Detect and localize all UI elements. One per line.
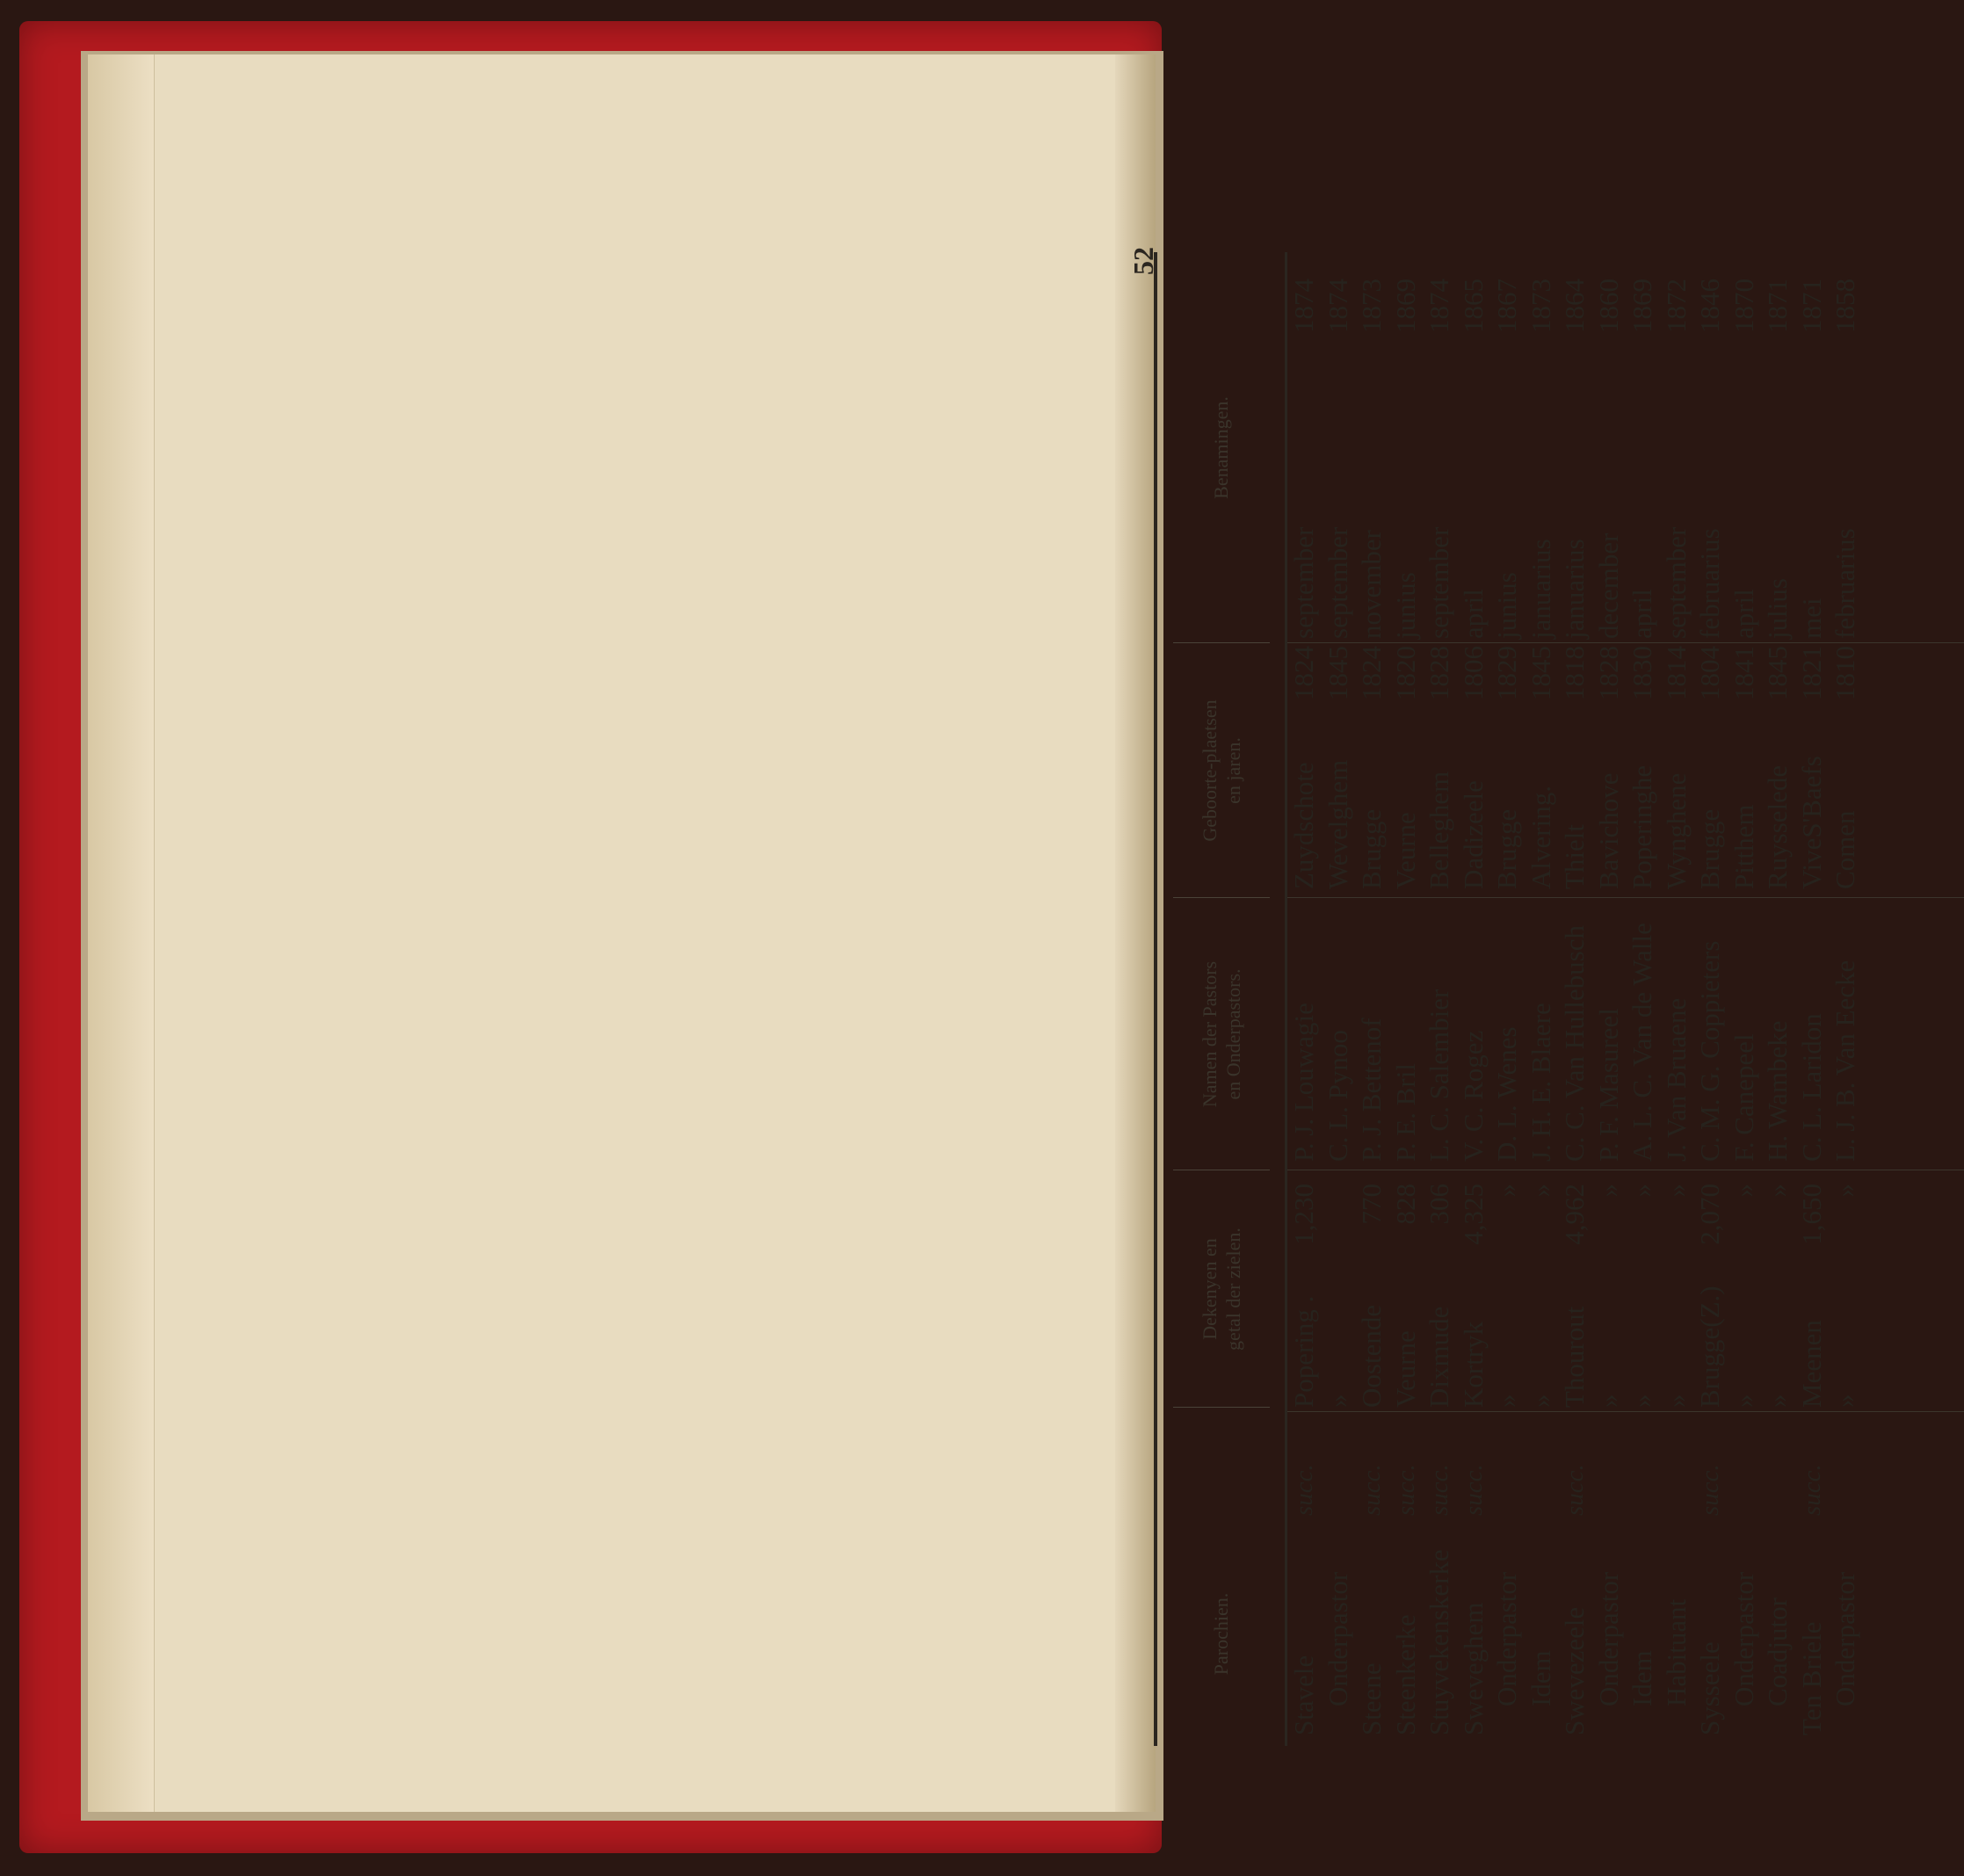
row-parochie: Sysseele bbox=[1694, 1641, 1725, 1735]
row-pastor: H. Wambeke bbox=[1762, 1020, 1793, 1162]
row-succ: succ. bbox=[1425, 1464, 1453, 1516]
table-row bbox=[1287, 252, 1322, 1746]
row-pastor: V. C. Rogez bbox=[1457, 1030, 1489, 1162]
row-benamingjaar: 1867 bbox=[1491, 279, 1522, 333]
row-plaats: Dadizeele bbox=[1457, 780, 1489, 889]
row-deken: » bbox=[1830, 1394, 1860, 1408]
row-benamingjaar: 1873 bbox=[1356, 279, 1387, 333]
row-pastor: D. L. Wenes bbox=[1491, 1026, 1522, 1162]
row-plaats: Poperinghe bbox=[1627, 764, 1657, 889]
row-benamingjaar: 1864 bbox=[1559, 279, 1590, 333]
row-maand: julius bbox=[1762, 578, 1793, 639]
row-succ: succ. bbox=[1561, 1464, 1589, 1516]
row-zielen: 2,070 bbox=[1694, 1184, 1725, 1245]
row-zielen: » bbox=[1660, 1184, 1692, 1198]
row-parochie: Onderpastor bbox=[1491, 1571, 1522, 1706]
row-pastor: P. J. Louwagie bbox=[1288, 1003, 1319, 1162]
row-maand: september bbox=[1424, 526, 1454, 639]
row-maand: september bbox=[1322, 526, 1353, 639]
row-benamingjaar: 1874 bbox=[1322, 279, 1353, 333]
table-row bbox=[1322, 252, 1356, 1746]
row-geboortejaar: 1806 bbox=[1457, 646, 1489, 700]
row-parochie: Onderpastor bbox=[1592, 1571, 1624, 1706]
table-row bbox=[1728, 252, 1762, 1746]
row-parochie: Onderpastor bbox=[1830, 1571, 1860, 1706]
row-maand: november bbox=[1356, 530, 1387, 639]
row-succ: succ. bbox=[1290, 1464, 1318, 1516]
row-succ: succ. bbox=[1696, 1464, 1724, 1516]
row-geboortejaar: 1804 bbox=[1694, 646, 1725, 700]
row-parochie: Coadjutor bbox=[1762, 1597, 1793, 1706]
row-benamingjaar: 1874 bbox=[1424, 279, 1454, 333]
row-benamingjaar: 1874 bbox=[1288, 279, 1319, 333]
row-deken: » bbox=[1728, 1394, 1759, 1408]
row-zielen: » bbox=[1728, 1184, 1759, 1198]
row-benamingjaar: 1873 bbox=[1525, 279, 1556, 333]
header-geboorte: Geboorte-plaetsen en jaren. bbox=[1198, 699, 1244, 842]
row-succ: succ. bbox=[1797, 1464, 1826, 1516]
row-zielen: » bbox=[1762, 1184, 1793, 1198]
row-plaats: Belleghem bbox=[1424, 771, 1454, 889]
row-plaats: ViveS'Baefs bbox=[1795, 756, 1827, 889]
row-deken: » bbox=[1762, 1394, 1793, 1408]
row-deken: » bbox=[1491, 1394, 1522, 1408]
row-zielen: » bbox=[1592, 1184, 1624, 1198]
row-zielen bbox=[1322, 1184, 1356, 1289]
table-row bbox=[1558, 252, 1592, 1746]
row-succ: succ. bbox=[1358, 1464, 1386, 1516]
row-maand: april bbox=[1728, 589, 1759, 639]
table-row bbox=[1829, 252, 1863, 1746]
row-deken: Dixmude bbox=[1424, 1306, 1454, 1408]
row-deken: Popering . bbox=[1288, 1295, 1319, 1408]
header-namen: Namen der Pastors en Onderpastors. bbox=[1198, 960, 1244, 1108]
row-benamingjaar: 1869 bbox=[1627, 279, 1657, 333]
row-maand: junius bbox=[1491, 572, 1522, 639]
row-geboortejaar: 1841 bbox=[1728, 646, 1759, 700]
row-pastor: C. C. Van Hullebusch bbox=[1559, 925, 1590, 1162]
row-geboortejaar: 1845 bbox=[1525, 646, 1556, 700]
page-edge bbox=[88, 54, 155, 1812]
row-zielen: 4,962 bbox=[1559, 1184, 1590, 1245]
row-zielen: » bbox=[1830, 1184, 1860, 1198]
table-header bbox=[1154, 252, 1287, 1746]
row-benamingjaar: 1872 bbox=[1660, 279, 1692, 333]
table-row bbox=[1525, 252, 1559, 1746]
row-benamingjaar: 1869 bbox=[1389, 279, 1421, 333]
table-row bbox=[1457, 252, 1491, 1746]
row-deken: » bbox=[1525, 1394, 1556, 1408]
row-parochie: Sweveghem bbox=[1457, 1602, 1489, 1735]
row-benamingjaar: 1871 bbox=[1762, 279, 1793, 333]
row-geboortejaar: 1845 bbox=[1762, 646, 1793, 700]
row-geboortejaar: 1818 bbox=[1559, 646, 1590, 700]
row-deken: » bbox=[1660, 1394, 1692, 1408]
row-maand: januarius bbox=[1559, 539, 1590, 639]
row-zielen: » bbox=[1525, 1184, 1556, 1198]
row-parochie: Swevezeele bbox=[1559, 1606, 1590, 1735]
row-benamingjaar: 1860 bbox=[1592, 279, 1624, 333]
row-zielen: 4,325 bbox=[1457, 1184, 1489, 1245]
row-zielen: » bbox=[1491, 1184, 1522, 1198]
book-page bbox=[88, 54, 1860, 1812]
row-deken: Oostende bbox=[1356, 1304, 1387, 1408]
row-parochie: Steenkerke bbox=[1389, 1614, 1421, 1735]
table-row bbox=[1490, 252, 1525, 1746]
row-parochie: Habituant bbox=[1660, 1598, 1692, 1706]
row-pastor: J. Van Bruaene bbox=[1660, 997, 1692, 1162]
rotated-table-block bbox=[1127, 247, 1892, 1746]
row-deken: » bbox=[1627, 1394, 1657, 1408]
row-zielen: » bbox=[1627, 1184, 1657, 1198]
page-number: 52 bbox=[1127, 247, 1159, 275]
row-geboortejaar: 1810 bbox=[1830, 646, 1860, 700]
row-geboortejaar: 1828 bbox=[1424, 646, 1454, 700]
table-row bbox=[1761, 252, 1795, 1746]
row-deken: Thourout bbox=[1559, 1306, 1590, 1408]
row-parochie: Onderpastor bbox=[1322, 1571, 1353, 1706]
row-maand: junius bbox=[1389, 572, 1421, 639]
row-deken: Veurne bbox=[1389, 1330, 1421, 1408]
row-plaats: Wevelghem bbox=[1322, 759, 1353, 889]
row-maand: mei bbox=[1795, 598, 1827, 639]
row-geboortejaar: 1824 bbox=[1356, 646, 1387, 700]
row-plaats: Ruysselede bbox=[1762, 764, 1793, 889]
row-geboortejaar: 1830 bbox=[1627, 646, 1657, 700]
row-parochie: Idem bbox=[1525, 1650, 1556, 1706]
page-gutter bbox=[1115, 54, 1156, 1812]
table-row bbox=[1660, 252, 1694, 1746]
table-row bbox=[1795, 252, 1830, 1746]
row-benamingjaar: 1865 bbox=[1457, 279, 1489, 333]
row-plaats: Zuydschote bbox=[1288, 762, 1319, 889]
row-maand: januarius bbox=[1525, 539, 1556, 639]
row-maand: februarius bbox=[1830, 528, 1860, 639]
row-zielen: 306 bbox=[1424, 1184, 1454, 1225]
row-plaats: Brugge bbox=[1694, 808, 1725, 889]
row-plaats: Bavichove bbox=[1592, 772, 1624, 889]
row-maand: september bbox=[1660, 526, 1692, 639]
row-pastor: C. L. Laridon bbox=[1795, 1013, 1827, 1162]
row-succ: succ. bbox=[1459, 1464, 1488, 1516]
row-parochie: Stuyvekenskerke bbox=[1424, 1549, 1454, 1735]
row-pastor: J. H. E. Blaere bbox=[1525, 1003, 1556, 1162]
row-geboortejaar: 1845 bbox=[1322, 646, 1353, 700]
row-plaats: Thielt bbox=[1559, 823, 1590, 889]
row-parochie: Ten Briele bbox=[1795, 1621, 1827, 1735]
row-geboortejaar: 1820 bbox=[1389, 646, 1421, 700]
row-pastor: C. L. Pynoo bbox=[1322, 1030, 1353, 1162]
row-plaats: Alvering. bbox=[1525, 786, 1556, 889]
table-row bbox=[1355, 252, 1389, 1746]
row-maand: april bbox=[1627, 589, 1657, 639]
row-plaats: Comen bbox=[1830, 810, 1860, 889]
table-row bbox=[1626, 252, 1660, 1746]
row-pastor: A. L. C. Van de Walle bbox=[1627, 923, 1657, 1162]
header-dekenyen: Dekenyen en getal der zielen. bbox=[1198, 1228, 1244, 1351]
header-benamingen: Benamingen. bbox=[1210, 396, 1232, 499]
row-parochie: Onderpastor bbox=[1728, 1571, 1759, 1706]
row-geboortejaar: 1824 bbox=[1288, 646, 1319, 700]
row-deken: » bbox=[1592, 1394, 1624, 1408]
row-plaats: Pitthem bbox=[1728, 804, 1759, 889]
row-parochie: Idem bbox=[1627, 1650, 1657, 1706]
row-parochie: Stavele bbox=[1288, 1655, 1319, 1735]
row-maand: februarius bbox=[1694, 528, 1725, 639]
row-succ: succ. bbox=[1391, 1464, 1420, 1516]
row-deken: Kortryk bbox=[1457, 1321, 1489, 1408]
row-pastor: F. Canepeel bbox=[1728, 1033, 1759, 1162]
row-geboortejaar: 1814 bbox=[1660, 646, 1692, 700]
row-plaats: Brugge bbox=[1491, 808, 1522, 889]
row-maand: december bbox=[1592, 532, 1624, 639]
row-geboortejaar: 1829 bbox=[1491, 646, 1522, 700]
row-benamingjaar: 1846 bbox=[1694, 279, 1725, 333]
row-plaats: Brugge bbox=[1356, 808, 1387, 889]
row-plaats: Veurne bbox=[1389, 812, 1421, 889]
row-pastor: L. J. B. Van Eecke bbox=[1830, 960, 1860, 1162]
row-pastor: P. J. Bettenof bbox=[1356, 1018, 1387, 1162]
table-row bbox=[1693, 252, 1728, 1746]
row-benamingjaar: 1858 bbox=[1830, 279, 1860, 333]
row-zielen: 1,230 bbox=[1288, 1184, 1319, 1245]
row-zielen: 828 bbox=[1389, 1184, 1421, 1225]
row-zielen: 770 bbox=[1356, 1184, 1387, 1225]
row-benamingjaar: 1871 bbox=[1795, 279, 1827, 333]
row-maand: april bbox=[1457, 589, 1489, 639]
row-deken: Meenen bbox=[1795, 1320, 1827, 1408]
row-zielen: 1,650 bbox=[1795, 1184, 1827, 1245]
table-row bbox=[1423, 252, 1457, 1746]
row-pastor: P. F. Masureel bbox=[1592, 1008, 1624, 1162]
row-pastor: L. C. Salembier bbox=[1424, 989, 1454, 1162]
row-geboortejaar: 1821 bbox=[1795, 646, 1827, 700]
row-deken: » bbox=[1322, 1394, 1353, 1408]
row-pastor: P. E. Bril bbox=[1389, 1063, 1421, 1162]
header-parochien: Parochien. bbox=[1210, 1592, 1232, 1676]
row-geboortejaar: 1828 bbox=[1592, 646, 1624, 700]
row-maand: september bbox=[1288, 526, 1319, 639]
row-benamingjaar: 1870 bbox=[1728, 279, 1759, 333]
row-pastor: C. M. G. Coppieters bbox=[1694, 940, 1725, 1162]
row-deken: Brugge(Z.) bbox=[1694, 1286, 1725, 1408]
table-row bbox=[1389, 252, 1424, 1746]
table-row bbox=[1592, 252, 1627, 1746]
row-plaats: Wynghene bbox=[1660, 772, 1692, 889]
row-parochie: Steene bbox=[1356, 1662, 1387, 1735]
